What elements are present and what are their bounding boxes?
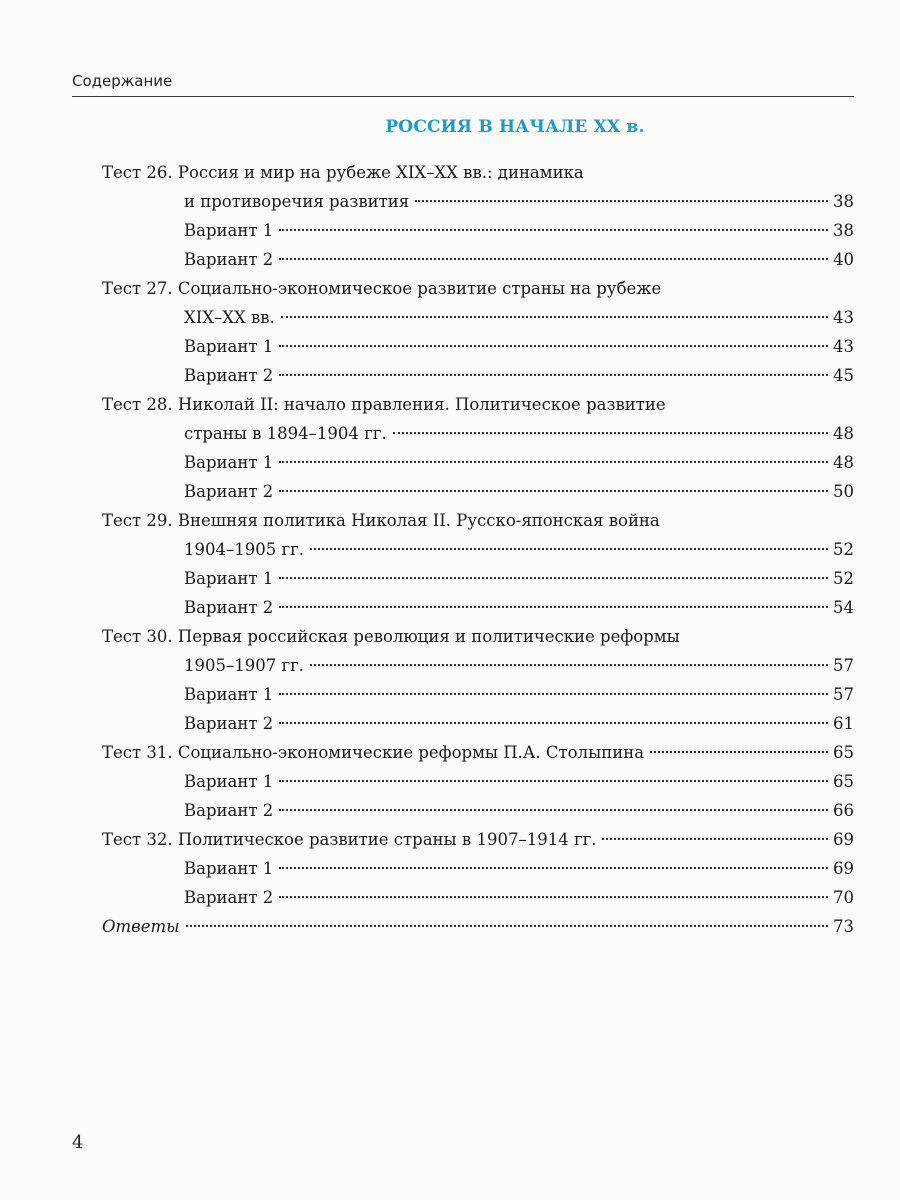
leader-dots [602, 838, 828, 840]
toc-entry-title-line: Тест 30. Первая российская революция и политические реформы [102, 627, 680, 646]
leader-dots [279, 606, 828, 608]
leader-dots [279, 896, 828, 898]
running-head: Содержание [72, 72, 173, 90]
toc-variant-page: 45 [833, 366, 854, 385]
toc-entry[interactable] [102, 187, 854, 216]
toc-entry-label: XIX–XX вв. [184, 308, 275, 327]
toc-variant-label: Вариант 1 [184, 453, 274, 472]
toc-entry[interactable] [102, 419, 854, 448]
toc-entry-page: 43 [833, 308, 854, 327]
toc-variant-label: Вариант 1 [184, 685, 274, 704]
toc-variant-page: 40 [833, 250, 854, 269]
toc-entry[interactable] [102, 738, 854, 767]
toc-variant[interactable] [102, 361, 854, 390]
toc-entry[interactable] [102, 651, 854, 680]
leader-dots [415, 200, 828, 202]
toc-variant[interactable] [102, 767, 854, 796]
toc-variant[interactable] [102, 883, 854, 912]
leader-dots [186, 925, 828, 927]
toc-variant-page: 57 [833, 685, 854, 704]
leader-dots [279, 345, 828, 347]
leader-dots [279, 722, 828, 724]
toc-entry-title-line: Тест 28. Николай II: начало правления. Политическое развитие [102, 395, 666, 414]
toc-entry[interactable] [102, 535, 854, 564]
toc-variant[interactable] [102, 216, 854, 245]
toc-variant-page: 70 [833, 888, 854, 907]
toc-variant[interactable] [102, 680, 854, 709]
section-title: РОССИЯ В НАЧАЛЕ XX в. [385, 117, 645, 137]
toc-variant-label: Вариант 2 [184, 482, 274, 501]
toc-variant-page: 65 [833, 772, 854, 791]
toc-entry-label: Тест 32. Политическое развитие страны в 1907–1914 гг. [102, 830, 597, 849]
toc-variant[interactable] [102, 593, 854, 622]
toc-variant-page: 61 [833, 714, 854, 733]
leader-dots [279, 693, 828, 695]
toc-variant-label: Вариант 2 [184, 888, 274, 907]
toc-variant-page: 48 [833, 453, 854, 472]
header-rule [72, 96, 854, 97]
toc-entry-title [102, 506, 854, 535]
toc-entry-page: 52 [833, 540, 854, 559]
toc-entry-title-line: Тест 27. Социально-экономическое развитие страны на рубеже [102, 279, 662, 298]
leader-dots [310, 548, 828, 550]
toc-variant-page: 43 [833, 337, 854, 356]
toc-entry-title [102, 158, 854, 187]
leader-dots [279, 490, 828, 492]
toc-variant[interactable] [102, 854, 854, 883]
toc-entry-answers-label: Ответы [102, 917, 180, 936]
toc-variant-label: Вариант 2 [184, 250, 274, 269]
toc-entry[interactable] [102, 825, 854, 854]
leader-dots [279, 577, 828, 579]
toc-entry-answers-page: 73 [833, 917, 854, 936]
toc-entry-title [102, 390, 854, 419]
leader-dots [279, 461, 828, 463]
toc-variant-label: Вариант 2 [184, 714, 274, 733]
toc-variant[interactable] [102, 564, 854, 593]
toc-variant-label: Вариант 2 [184, 598, 274, 617]
toc-entry-page: 65 [833, 743, 854, 762]
toc-entry-label: 1904–1905 гг. [184, 540, 305, 559]
leader-dots [279, 229, 828, 231]
leader-dots [281, 316, 828, 318]
toc-entry-page: 38 [833, 192, 854, 211]
toc-entry-answers[interactable] [102, 912, 854, 941]
toc-entry-title-line: Тест 26. Россия и мир на рубеже XIX–XX вв.: динамика [102, 163, 584, 182]
toc-entry-title [102, 622, 854, 651]
toc-variant-page: 50 [833, 482, 854, 501]
toc-variant[interactable] [102, 709, 854, 738]
table-of-contents [102, 158, 854, 941]
toc-entry[interactable] [102, 303, 854, 332]
page-number: 4 [72, 1132, 84, 1153]
toc-variant[interactable] [102, 332, 854, 361]
toc-variant-page: 69 [833, 859, 854, 878]
toc-entry-title-line: Тест 29. Внешняя политика Николая II. Русско-японская война [102, 511, 660, 530]
toc-variant-page: 54 [833, 598, 854, 617]
leader-dots [279, 374, 828, 376]
toc-variant[interactable] [102, 448, 854, 477]
toc-variant-label: Вариант 1 [184, 859, 274, 878]
toc-entry-label: и противоречия развития [184, 192, 410, 211]
toc-entry-page: 57 [833, 656, 854, 675]
leader-dots [279, 258, 828, 260]
toc-entry-label: страны в 1894–1904 гг. [184, 424, 387, 443]
leader-dots [279, 809, 828, 811]
toc-variant[interactable] [102, 477, 854, 506]
leader-dots [393, 432, 828, 434]
toc-variant[interactable] [102, 796, 854, 825]
toc-entry-label: Тест 31. Социально-экономические реформы П.А. Столыпина [102, 743, 645, 762]
toc-variant-label: Вариант 1 [184, 337, 274, 356]
toc-variant-label: Вариант 1 [184, 772, 274, 791]
toc-entry-page: 48 [833, 424, 854, 443]
leader-dots [279, 780, 828, 782]
toc-variant-label: Вариант 1 [184, 221, 274, 240]
toc-variant-page: 66 [833, 801, 854, 820]
toc-variant-page: 52 [833, 569, 854, 588]
toc-entry-label: 1905–1907 гг. [184, 656, 305, 675]
toc-variant-page: 38 [833, 221, 854, 240]
toc-entry-title [102, 274, 854, 303]
leader-dots [279, 867, 828, 869]
toc-variant-label: Вариант 1 [184, 569, 274, 588]
toc-variant[interactable] [102, 245, 854, 274]
leader-dots [650, 751, 828, 753]
toc-variant-label: Вариант 2 [184, 801, 274, 820]
toc-entry-page: 69 [833, 830, 854, 849]
leader-dots [310, 664, 828, 666]
toc-variant-label: Вариант 2 [184, 366, 274, 385]
